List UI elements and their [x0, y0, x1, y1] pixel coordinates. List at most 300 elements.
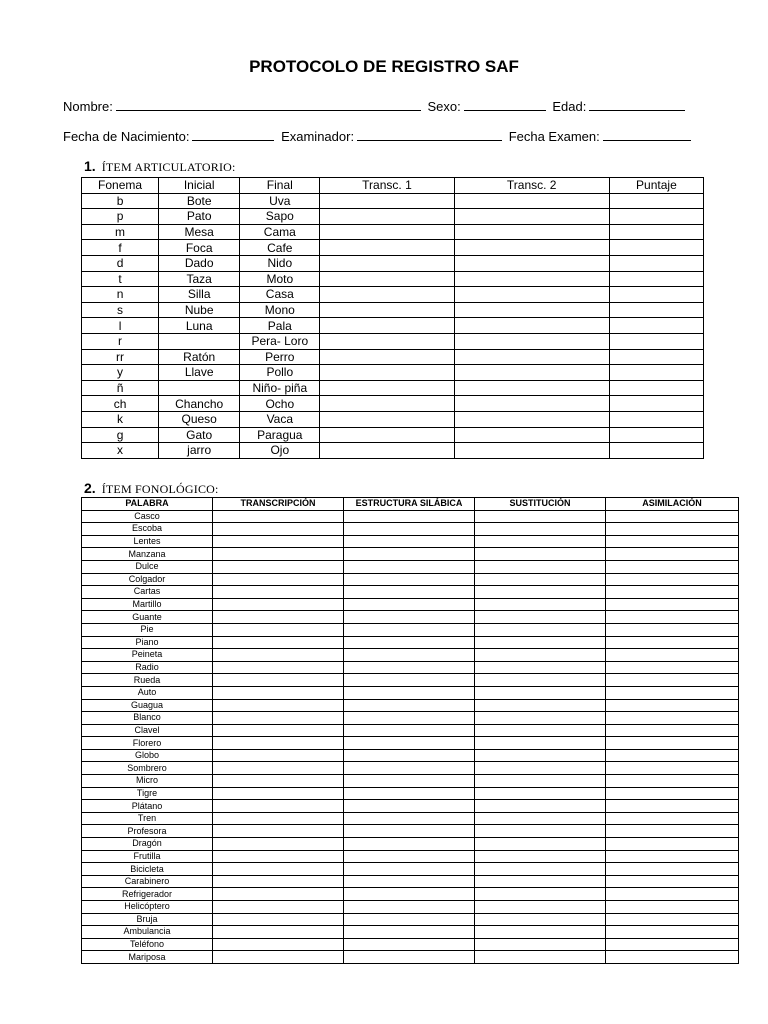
t2-word-cell: Bicicleta — [82, 863, 213, 876]
t2-entry-cell[interactable] — [606, 812, 739, 825]
t2-entry-cell[interactable] — [344, 724, 475, 737]
t2-entry-cell[interactable] — [475, 775, 606, 788]
t2-entry-cell[interactable] — [606, 623, 739, 636]
t1-entry-cell[interactable] — [609, 271, 703, 287]
t2-word-cell: Blanco — [82, 712, 213, 725]
table-row — [82, 209, 704, 225]
t2-entry-cell[interactable] — [344, 800, 475, 813]
t1-cell: p — [82, 209, 159, 225]
nacimiento-label: Fecha de Nacimiento: — [63, 129, 190, 144]
t2-entry-cell[interactable] — [344, 901, 475, 914]
t2-entry-cell[interactable] — [606, 598, 739, 611]
table-row — [82, 888, 739, 901]
t2-entry-cell[interactable] — [213, 901, 344, 914]
t1-cell: Foca — [159, 240, 240, 256]
t2-word-cell: Plátano — [82, 800, 213, 813]
t2-word-cell: Auto — [82, 686, 213, 699]
t2-word-cell: Dulce — [82, 560, 213, 573]
t1-cell: Ojo — [240, 443, 320, 459]
t1-entry-cell[interactable] — [320, 287, 454, 303]
t1-entry-cell[interactable] — [320, 271, 454, 287]
t2-entry-cell[interactable] — [606, 686, 739, 699]
t2-entry-cell[interactable] — [213, 875, 344, 888]
t1-cell: t — [82, 271, 159, 287]
t1-entry-cell[interactable] — [320, 318, 454, 334]
t2-entry-cell[interactable] — [344, 699, 475, 712]
t1-cell: Vaca — [240, 411, 320, 427]
t2-entry-cell[interactable] — [475, 901, 606, 914]
t2-entry-cell[interactable] — [213, 888, 344, 901]
t2-word-cell: Florero — [82, 737, 213, 750]
t1-header-cell: Transc. 1 — [320, 178, 454, 194]
t1-entry-cell[interactable] — [609, 240, 703, 256]
t1-entry-cell[interactable] — [454, 240, 609, 256]
table-row — [82, 661, 739, 674]
t2-entry-cell[interactable] — [344, 812, 475, 825]
t1-cell: y — [82, 365, 159, 381]
t1-cell: Queso — [159, 411, 240, 427]
t1-entry-cell[interactable] — [609, 443, 703, 459]
t2-entry-cell[interactable] — [475, 951, 606, 964]
t1-entry-cell[interactable] — [609, 224, 703, 240]
t2-entry-cell[interactable] — [606, 901, 739, 914]
t2-entry-cell[interactable] — [606, 938, 739, 951]
table-row — [82, 523, 739, 536]
t2-entry-cell[interactable] — [475, 623, 606, 636]
t1-entry-cell[interactable] — [454, 318, 609, 334]
t2-entry-cell[interactable] — [344, 737, 475, 750]
table-row — [82, 427, 704, 443]
table-row — [82, 611, 739, 624]
t1-entry-cell[interactable] — [320, 255, 454, 271]
t1-entry-cell[interactable] — [609, 411, 703, 427]
t2-entry-cell[interactable] — [213, 724, 344, 737]
t2-word-cell: Piano — [82, 636, 213, 649]
t2-entry-cell[interactable] — [344, 523, 475, 536]
t2-header-cell: ESTRUCTURA SILÁBICA — [344, 498, 475, 511]
t2-entry-cell[interactable] — [213, 938, 344, 951]
t2-entry-cell[interactable] — [344, 661, 475, 674]
t1-entry-cell[interactable] — [609, 365, 703, 381]
t2-entry-cell[interactable] — [213, 787, 344, 800]
t2-word-cell: Carabinero — [82, 875, 213, 888]
t2-entry-cell[interactable] — [475, 749, 606, 762]
t2-entry-cell[interactable] — [344, 611, 475, 624]
t2-entry-cell[interactable] — [344, 838, 475, 851]
t2-entry-cell[interactable] — [213, 850, 344, 863]
t2-entry-cell[interactable] — [213, 712, 344, 725]
t2-word-cell: Dragón — [82, 838, 213, 851]
t2-header-cell: SUSTITUCIÓN — [475, 498, 606, 511]
t2-entry-cell[interactable] — [344, 926, 475, 939]
t2-entry-cell[interactable] — [475, 825, 606, 838]
t2-entry-cell[interactable] — [213, 674, 344, 687]
t2-entry-cell[interactable] — [606, 586, 739, 599]
table-row — [82, 686, 739, 699]
t2-entry-cell[interactable] — [475, 850, 606, 863]
t1-cell: Ratón — [159, 349, 240, 365]
t2-entry-cell[interactable] — [213, 573, 344, 586]
articulatory-table — [81, 177, 704, 459]
table-row — [82, 875, 739, 888]
t2-word-cell: Profesora — [82, 825, 213, 838]
table-row — [82, 762, 739, 775]
t2-entry-cell[interactable] — [606, 863, 739, 876]
form-row-2 — [63, 128, 694, 144]
t1-entry-cell[interactable] — [609, 287, 703, 303]
t1-entry-cell[interactable] — [454, 271, 609, 287]
t1-entry-cell[interactable] — [609, 193, 703, 209]
t2-entry-cell[interactable] — [475, 661, 606, 674]
t2-entry-cell[interactable] — [344, 598, 475, 611]
page-title: PROTOCOLO DE REGISTRO SAF — [249, 57, 519, 76]
t2-entry-cell[interactable] — [344, 623, 475, 636]
t2-entry-cell[interactable] — [344, 674, 475, 687]
t1-entry-cell[interactable] — [454, 224, 609, 240]
t1-entry-cell[interactable] — [609, 318, 703, 334]
t1-cell: jarro — [159, 443, 240, 459]
t2-entry-cell[interactable] — [475, 913, 606, 926]
t1-cell: g — [82, 427, 159, 443]
t1-cell: Moto — [240, 271, 320, 287]
table-row — [82, 775, 739, 788]
t1-entry-cell[interactable] — [454, 302, 609, 318]
t2-entry-cell[interactable] — [344, 787, 475, 800]
t2-entry-cell[interactable] — [344, 712, 475, 725]
t2-entry-cell[interactable] — [475, 586, 606, 599]
t2-entry-cell[interactable] — [475, 573, 606, 586]
t2-entry-cell[interactable] — [213, 661, 344, 674]
t1-entry-cell[interactable] — [454, 443, 609, 459]
t2-entry-cell[interactable] — [344, 938, 475, 951]
t1-entry-cell[interactable] — [320, 443, 454, 459]
t2-entry-cell[interactable] — [606, 636, 739, 649]
t2-entry-cell[interactable] — [213, 636, 344, 649]
t1-entry-cell[interactable] — [320, 349, 454, 365]
t2-entry-cell[interactable] — [344, 636, 475, 649]
table-row — [82, 699, 739, 712]
t2-entry-cell[interactable] — [606, 850, 739, 863]
table-row — [82, 548, 739, 561]
section-1-heading — [84, 158, 236, 176]
examen-field[interactable] — [603, 128, 691, 141]
t2-entry-cell[interactable] — [475, 838, 606, 851]
t2-entry-cell[interactable] — [606, 548, 739, 561]
t1-cell: Sapo — [240, 209, 320, 225]
t2-word-cell: Sombrero — [82, 762, 213, 775]
phonological-table — [81, 497, 739, 964]
table-row — [82, 737, 739, 750]
t1-entry-cell[interactable] — [609, 349, 703, 365]
t1-header-cell: Puntaje — [609, 178, 703, 194]
t2-entry-cell[interactable] — [475, 535, 606, 548]
table-row — [82, 333, 704, 349]
table-row — [82, 573, 739, 586]
t2-word-cell: Pie — [82, 623, 213, 636]
table-row — [82, 938, 739, 951]
t2-word-cell: Tigre — [82, 787, 213, 800]
t2-entry-cell[interactable] — [475, 611, 606, 624]
t1-entry-cell[interactable] — [454, 411, 609, 427]
t2-entry-cell[interactable] — [344, 535, 475, 548]
t1-cell — [159, 380, 240, 396]
t2-entry-cell[interactable] — [475, 762, 606, 775]
t2-entry-cell[interactable] — [606, 762, 739, 775]
t2-entry-cell[interactable] — [344, 863, 475, 876]
t2-word-cell: Radio — [82, 661, 213, 674]
t2-entry-cell[interactable] — [606, 611, 739, 624]
t2-entry-cell[interactable] — [344, 762, 475, 775]
t2-entry-cell[interactable] — [213, 926, 344, 939]
t2-entry-cell[interactable] — [344, 875, 475, 888]
t1-cell: Niño- piña — [240, 380, 320, 396]
t1-cell: Mesa — [159, 224, 240, 240]
nacimiento-field[interactable] — [192, 128, 274, 141]
table-row — [82, 951, 739, 964]
t2-entry-cell[interactable] — [213, 699, 344, 712]
t2-entry-cell[interactable] — [606, 661, 739, 674]
t2-entry-cell[interactable] — [606, 510, 739, 523]
table-row — [82, 787, 739, 800]
t2-entry-cell[interactable] — [606, 523, 739, 536]
t1-entry-cell[interactable] — [454, 396, 609, 412]
t2-entry-cell[interactable] — [475, 938, 606, 951]
sexo-field[interactable] — [464, 98, 546, 111]
t2-entry-cell[interactable] — [213, 523, 344, 536]
t1-cell: ch — [82, 396, 159, 412]
t2-entry-cell[interactable] — [475, 636, 606, 649]
t2-entry-cell[interactable] — [606, 573, 739, 586]
t1-entry-cell[interactable] — [320, 193, 454, 209]
t2-entry-cell[interactable] — [606, 913, 739, 926]
table-row — [82, 712, 739, 725]
t2-entry-cell[interactable] — [475, 863, 606, 876]
t2-entry-cell[interactable] — [213, 737, 344, 750]
t2-entry-cell[interactable] — [213, 649, 344, 662]
edad-field[interactable] — [589, 98, 685, 111]
table-row — [82, 598, 739, 611]
t2-entry-cell[interactable] — [606, 888, 739, 901]
t2-entry-cell[interactable] — [606, 800, 739, 813]
t2-entry-cell[interactable] — [213, 800, 344, 813]
t1-entry-cell[interactable] — [454, 365, 609, 381]
t2-entry-cell[interactable] — [475, 737, 606, 750]
t1-entry-cell[interactable] — [454, 349, 609, 365]
t2-entry-cell[interactable] — [475, 812, 606, 825]
t2-entry-cell[interactable] — [606, 712, 739, 725]
t2-entry-cell[interactable] — [213, 560, 344, 573]
t1-entry-cell[interactable] — [609, 255, 703, 271]
t2-entry-cell[interactable] — [475, 926, 606, 939]
t2-entry-cell[interactable] — [475, 598, 606, 611]
t1-header-cell: Transc. 2 — [454, 178, 609, 194]
t1-entry-cell[interactable] — [454, 255, 609, 271]
t2-entry-cell[interactable] — [344, 888, 475, 901]
t2-entry-cell[interactable] — [213, 548, 344, 561]
t2-entry-cell[interactable] — [213, 812, 344, 825]
t2-entry-cell[interactable] — [475, 724, 606, 737]
t2-entry-cell[interactable] — [475, 800, 606, 813]
t2-entry-cell[interactable] — [475, 548, 606, 561]
t1-entry-cell[interactable] — [320, 380, 454, 396]
table-row — [82, 863, 739, 876]
t2-entry-cell[interactable] — [213, 623, 344, 636]
t2-entry-cell[interactable] — [475, 523, 606, 536]
t2-entry-cell[interactable] — [606, 699, 739, 712]
t1-entry-cell[interactable] — [609, 396, 703, 412]
t2-entry-cell[interactable] — [213, 535, 344, 548]
t2-word-cell: Guagua — [82, 699, 213, 712]
t2-entry-cell[interactable] — [213, 863, 344, 876]
t2-entry-cell[interactable] — [475, 510, 606, 523]
t1-cell: Pato — [159, 209, 240, 225]
t2-entry-cell[interactable] — [213, 510, 344, 523]
t2-entry-cell[interactable] — [475, 712, 606, 725]
table-row — [82, 224, 704, 240]
t1-cell: Cama — [240, 224, 320, 240]
t2-entry-cell[interactable] — [344, 649, 475, 662]
t2-word-cell: Peineta — [82, 649, 213, 662]
t2-entry-cell[interactable] — [606, 749, 739, 762]
t2-entry-cell[interactable] — [606, 674, 739, 687]
t2-entry-cell[interactable] — [344, 686, 475, 699]
table-row — [82, 926, 739, 939]
t1-entry-cell[interactable] — [320, 396, 454, 412]
t2-entry-cell[interactable] — [213, 598, 344, 611]
t2-entry-cell[interactable] — [344, 749, 475, 762]
sexo-label: Sexo: — [427, 99, 461, 114]
t2-entry-cell[interactable] — [213, 825, 344, 838]
t1-entry-cell[interactable] — [609, 427, 703, 443]
t2-entry-cell[interactable] — [213, 951, 344, 964]
t1-cell: l — [82, 318, 159, 334]
t1-entry-cell[interactable] — [609, 209, 703, 225]
t1-cell: k — [82, 411, 159, 427]
nombre-label: Nombre: — [63, 99, 113, 114]
t2-entry-cell[interactable] — [606, 838, 739, 851]
table-row — [82, 749, 739, 762]
t2-entry-cell[interactable] — [606, 926, 739, 939]
t2-entry-cell[interactable] — [475, 649, 606, 662]
t1-entry-cell[interactable] — [609, 380, 703, 396]
t2-word-cell: Clavel — [82, 724, 213, 737]
t2-entry-cell[interactable] — [213, 686, 344, 699]
t1-entry-cell[interactable] — [454, 209, 609, 225]
t2-entry-cell[interactable] — [344, 775, 475, 788]
t2-entry-cell[interactable] — [475, 699, 606, 712]
t2-entry-cell[interactable] — [344, 951, 475, 964]
t2-entry-cell[interactable] — [344, 850, 475, 863]
t2-entry-cell[interactable] — [344, 510, 475, 523]
t2-entry-cell[interactable] — [475, 674, 606, 687]
t2-entry-cell[interactable] — [344, 560, 475, 573]
t1-cell — [159, 333, 240, 349]
t2-entry-cell[interactable] — [344, 548, 475, 561]
t2-entry-cell[interactable] — [213, 749, 344, 762]
t2-entry-cell[interactable] — [606, 649, 739, 662]
t2-entry-cell[interactable] — [606, 787, 739, 800]
t2-entry-cell[interactable] — [606, 724, 739, 737]
table-row — [82, 365, 704, 381]
t1-entry-cell[interactable] — [454, 427, 609, 443]
edad-label: Edad: — [552, 99, 587, 114]
t1-entry-cell[interactable] — [320, 302, 454, 318]
t2-entry-cell[interactable] — [606, 775, 739, 788]
t2-entry-cell[interactable] — [213, 838, 344, 851]
t2-entry-cell[interactable] — [606, 825, 739, 838]
t2-entry-cell[interactable] — [213, 762, 344, 775]
t1-entry-cell[interactable] — [454, 193, 609, 209]
t2-entry-cell[interactable] — [213, 586, 344, 599]
t2-entry-cell[interactable] — [606, 737, 739, 750]
t2-entry-cell[interactable] — [475, 686, 606, 699]
t1-entry-cell[interactable] — [609, 302, 703, 318]
t2-word-cell: Micro — [82, 775, 213, 788]
table-row — [82, 396, 704, 412]
nombre-field[interactable] — [116, 98, 421, 111]
t1-entry-cell[interactable] — [320, 427, 454, 443]
t1-cell: Luna — [159, 318, 240, 334]
table-row — [82, 838, 739, 851]
t1-cell: Perro — [240, 349, 320, 365]
t1-entry-cell[interactable] — [320, 333, 454, 349]
t1-cell: s — [82, 302, 159, 318]
examinador-field[interactable] — [357, 128, 502, 141]
t2-entry-cell[interactable] — [213, 775, 344, 788]
section-1-number: 1. — [84, 158, 96, 174]
section-2-number: 2. — [84, 480, 96, 496]
table-row — [82, 674, 739, 687]
t1-cell: Chancho — [159, 396, 240, 412]
t2-word-cell: Ambulancia — [82, 926, 213, 939]
t2-entry-cell[interactable] — [213, 913, 344, 926]
t1-entry-cell[interactable] — [320, 411, 454, 427]
t1-cell: d — [82, 255, 159, 271]
t1-entry-cell[interactable] — [320, 240, 454, 256]
t2-entry-cell[interactable] — [606, 560, 739, 573]
t1-entry-cell[interactable] — [320, 224, 454, 240]
t2-entry-cell[interactable] — [606, 951, 739, 964]
t1-entry-cell[interactable] — [320, 365, 454, 381]
t2-entry-cell[interactable] — [606, 535, 739, 548]
t2-entry-cell[interactable] — [213, 611, 344, 624]
t1-entry-cell[interactable] — [454, 380, 609, 396]
t1-cell: r — [82, 333, 159, 349]
table-row — [82, 901, 739, 914]
examinador-label: Examinador: — [281, 129, 355, 144]
examen-label: Fecha Examen: — [508, 129, 600, 144]
t1-entry-cell[interactable] — [320, 209, 454, 225]
t1-entry-cell[interactable] — [454, 287, 609, 303]
t2-entry-cell[interactable] — [475, 888, 606, 901]
t2-header-cell: ASIMILACIÓN — [606, 498, 739, 511]
t2-entry-cell[interactable] — [344, 913, 475, 926]
t2-entry-cell[interactable] — [344, 586, 475, 599]
t2-entry-cell[interactable] — [475, 560, 606, 573]
t1-entry-cell[interactable] — [609, 333, 703, 349]
t2-entry-cell[interactable] — [344, 573, 475, 586]
t2-word-cell: Tren — [82, 812, 213, 825]
table-row — [82, 510, 739, 523]
t2-entry-cell[interactable] — [344, 825, 475, 838]
t2-word-cell: Colgador — [82, 573, 213, 586]
t1-entry-cell[interactable] — [454, 333, 609, 349]
t2-entry-cell[interactable] — [606, 875, 739, 888]
table-row — [82, 636, 739, 649]
t2-entry-cell[interactable] — [475, 787, 606, 800]
t1-cell: Nube — [159, 302, 240, 318]
t2-entry-cell[interactable] — [475, 875, 606, 888]
